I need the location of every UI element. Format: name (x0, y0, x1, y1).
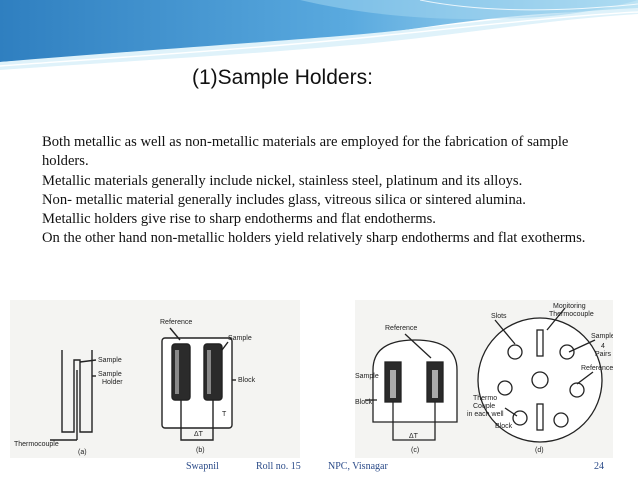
label-thermocouple: in each well (467, 411, 504, 418)
label-block: Block (238, 377, 256, 384)
label-block: Block (495, 423, 513, 430)
label-b: (b) (196, 447, 205, 454)
page-number: 24 (594, 461, 604, 472)
label-reference: Reference (581, 365, 613, 372)
label-pairs: 4 (601, 343, 605, 350)
label-pairs: Pairs (595, 351, 611, 358)
paragraph: On the other hand non-metallic holders yield relatively sharp endotherms and flat exotherms. (42, 230, 586, 247)
label-thermocouple: Couple (473, 403, 496, 410)
slide-body (42, 133, 602, 249)
paragraph: Non- metallic material generally includes glass, vitreous silica or sintered alumina. (42, 191, 526, 208)
label-sample-holder: Sample (98, 371, 122, 378)
label-block: Block (355, 399, 373, 406)
label-reference: Reference (160, 319, 193, 326)
label-sample: Sample (228, 335, 252, 342)
label-delta-t: ΔT (194, 431, 203, 438)
label-sample: Sample (355, 373, 379, 380)
label-reference: Reference (385, 325, 418, 332)
footer-author: Swapnil (186, 461, 219, 472)
label-c: (c) (411, 447, 420, 454)
label-sample-holder: Holder (102, 379, 123, 386)
footer-roll: Roll no. 15 (256, 461, 301, 472)
paragraph: Metallic materials generally include nickel, stainless steel, platinum and its alloys. (42, 172, 523, 189)
label-thermocouple: Thermo (473, 395, 498, 402)
label-slots: Slots (491, 313, 507, 320)
figure-ab-drawing (10, 300, 300, 458)
label-t: T (222, 411, 227, 418)
label-thermocouple: Thermocouple (14, 441, 59, 448)
label-sample: Sample (98, 357, 122, 364)
footer-org: NPC, Visnagar (328, 461, 388, 472)
label-monitoring-thermocouple: Monitoring (553, 303, 586, 310)
label-delta-t: ΔT (409, 433, 418, 440)
figure-cd-drawing (355, 300, 613, 458)
label-sample: Sample (591, 333, 613, 340)
figure-sample-holders-ab (10, 300, 300, 458)
figure-sample-holders-cd (355, 300, 613, 458)
label-d: (d) (535, 447, 544, 454)
slide-title: (1)Sample Holders: (192, 66, 373, 89)
label-a: (a) (78, 449, 87, 456)
paragraph: Both metallic as well as non-metallic materials are employed for the fabrication of sample holders. (42, 134, 569, 170)
paragraph: Metallic holders give rise to sharp endotherms and flat endotherms. (42, 211, 436, 228)
label-monitoring-thermocouple: Thermocouple (549, 311, 594, 318)
